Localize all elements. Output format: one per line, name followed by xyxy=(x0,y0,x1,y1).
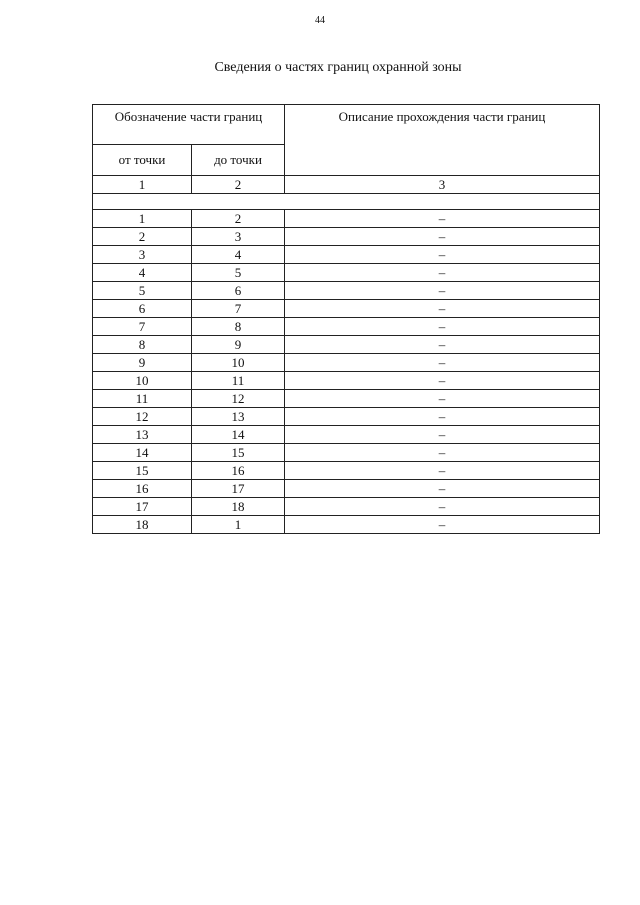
cell-desc: – xyxy=(285,462,600,480)
header-to-point: до точки xyxy=(192,145,285,176)
cell-desc: – xyxy=(285,516,600,534)
cell-from: 16 xyxy=(93,480,192,498)
table-row xyxy=(93,480,600,498)
header-boundary-description: Описание прохождения части границ xyxy=(285,105,600,176)
cell-to: 8 xyxy=(192,318,285,336)
cell-from: 15 xyxy=(93,462,192,480)
cell-to: 15 xyxy=(192,444,285,462)
page-number: 44 xyxy=(315,15,325,26)
table-row xyxy=(93,264,600,282)
cell-from: 6 xyxy=(93,300,192,318)
cell-desc: – xyxy=(285,354,600,372)
cell-desc: – xyxy=(285,300,600,318)
cell-from: 4 xyxy=(93,264,192,282)
cell-to: 6 xyxy=(192,282,285,300)
table-row xyxy=(93,516,600,534)
cell-to: 2 xyxy=(192,210,285,228)
cell-to: 13 xyxy=(192,408,285,426)
cell-to: 16 xyxy=(192,462,285,480)
table-row xyxy=(93,246,600,264)
cell-to: 3 xyxy=(192,228,285,246)
table-row xyxy=(93,282,600,300)
cell-from: 10 xyxy=(93,372,192,390)
table-row xyxy=(93,498,600,516)
table-row xyxy=(93,336,600,354)
cell-desc: – xyxy=(285,318,600,336)
cell-to: 4 xyxy=(192,246,285,264)
table-row xyxy=(93,318,600,336)
table-row xyxy=(93,354,600,372)
cell-desc: – xyxy=(285,408,600,426)
cell-to: 11 xyxy=(192,372,285,390)
cell-from: 14 xyxy=(93,444,192,462)
cell-desc: – xyxy=(285,282,600,300)
cell-to: 7 xyxy=(192,300,285,318)
cell-desc: – xyxy=(285,228,600,246)
cell-desc: – xyxy=(285,336,600,354)
cell-to: 12 xyxy=(192,390,285,408)
cell-desc: – xyxy=(285,372,600,390)
cell-from: 3 xyxy=(93,246,192,264)
table-row xyxy=(93,300,600,318)
table-row xyxy=(93,408,600,426)
cell-from: 5 xyxy=(93,282,192,300)
column-number: 2 xyxy=(192,176,285,194)
cell-desc: – xyxy=(285,444,600,462)
table-row xyxy=(93,444,600,462)
document-title: Сведения о частях границ охранной зоны xyxy=(214,60,462,75)
boundary-parts-table xyxy=(92,104,600,534)
cell-desc: – xyxy=(285,480,600,498)
cell-from: 2 xyxy=(93,228,192,246)
cell-to: 9 xyxy=(192,336,285,354)
cell-desc: – xyxy=(285,426,600,444)
cell-to: 5 xyxy=(192,264,285,282)
cell-to: 18 xyxy=(192,498,285,516)
table-row xyxy=(93,210,600,228)
table-row xyxy=(93,462,600,480)
table-row xyxy=(93,372,600,390)
header-from-point: от точки xyxy=(93,145,192,176)
cell-from: 1 xyxy=(93,210,192,228)
cell-from: 17 xyxy=(93,498,192,516)
cell-desc: – xyxy=(285,498,600,516)
cell-to: 14 xyxy=(192,426,285,444)
cell-from: 12 xyxy=(93,408,192,426)
cell-desc: – xyxy=(285,390,600,408)
cell-desc: – xyxy=(285,210,600,228)
cell-from: 7 xyxy=(93,318,192,336)
column-number: 3 xyxy=(285,176,600,194)
header-boundary-designation: Обозначение части границ xyxy=(93,105,285,145)
column-number: 1 xyxy=(93,176,192,194)
table-row xyxy=(93,426,600,444)
cell-from: 18 xyxy=(93,516,192,534)
cell-from: 13 xyxy=(93,426,192,444)
cell-to: 17 xyxy=(192,480,285,498)
cell-from: 9 xyxy=(93,354,192,372)
column-number-row xyxy=(93,176,600,194)
table-row xyxy=(93,390,600,408)
empty-section-row xyxy=(93,194,600,210)
cell-to: 1 xyxy=(192,516,285,534)
cell-to: 10 xyxy=(192,354,285,372)
cell-desc: – xyxy=(285,246,600,264)
cell-desc: – xyxy=(285,264,600,282)
table-body xyxy=(93,210,600,534)
cell-from: 11 xyxy=(93,390,192,408)
table-row xyxy=(93,228,600,246)
cell-from: 8 xyxy=(93,336,192,354)
